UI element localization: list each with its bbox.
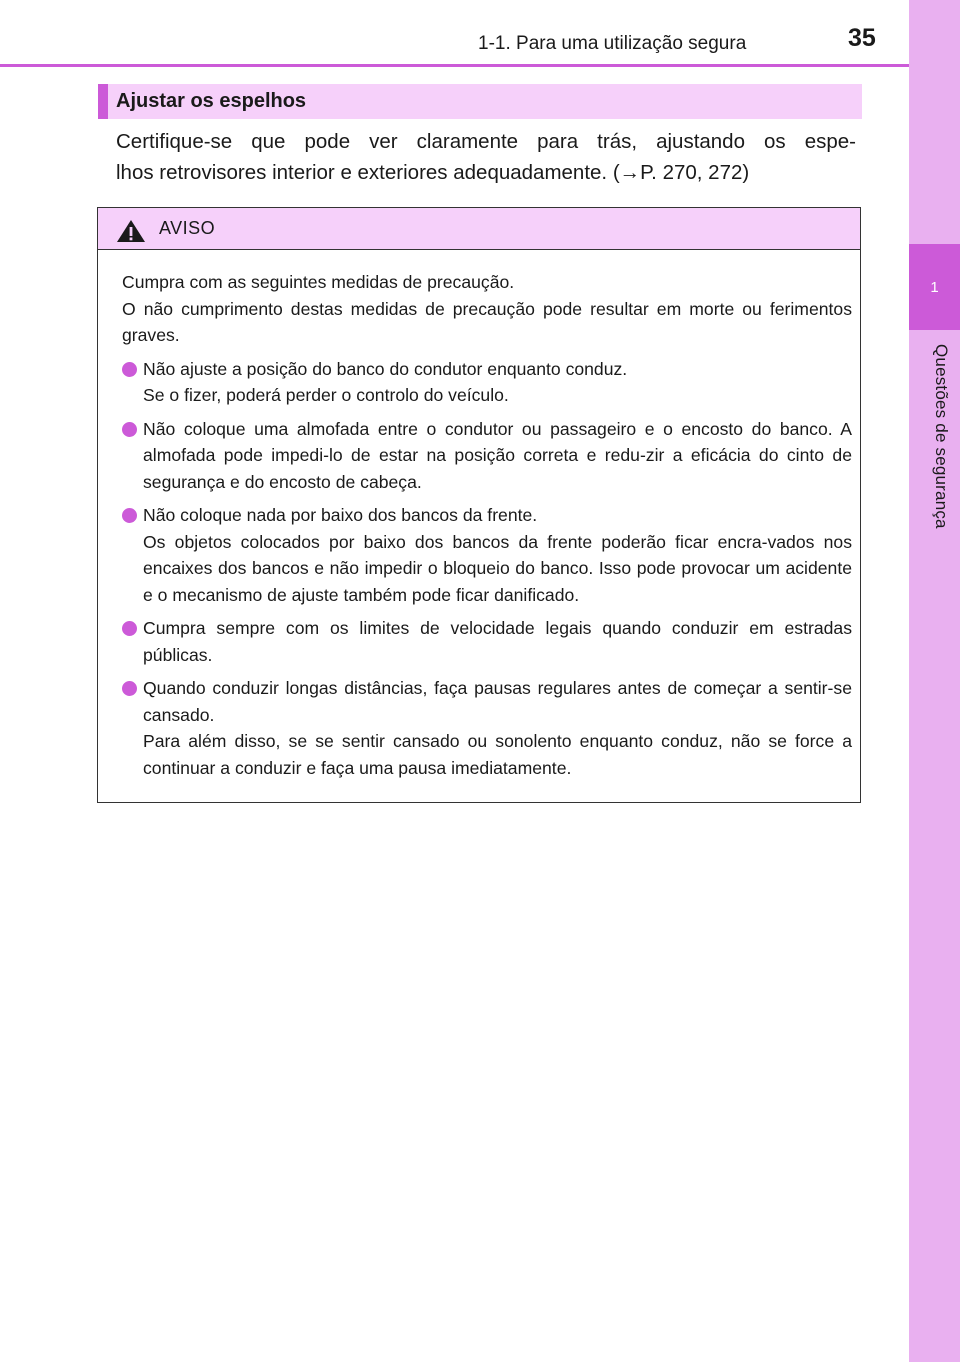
warning-bullet [122,615,852,668]
section-title: Ajustar os espelhos [116,90,307,112]
section-intro-line2-pre: lhos retrovisores interior e exteriores adequadamente. ( [116,161,620,184]
section-title-band [98,84,862,119]
section-title-accent-bar [98,84,108,119]
warning-triangle-icon [116,219,146,248]
header-section-title: 1-1. Para uma utilização segura [478,33,747,54]
chapter-side-tab [909,0,960,1362]
warning-intro-line1: Cumpra com as seguintes medidas de precaução. [122,272,515,292]
bullet-text: Não coloque nada por baixo dos bancos da frente. [143,505,538,525]
warning-title: AVISO [159,218,216,238]
warning-bullet [122,502,852,608]
page-reference-link[interactable]: P. 270, 272) [640,161,750,184]
bullet-dot-icon [122,681,137,696]
bullet-dot-icon [122,362,137,377]
bullet-text: Os objetos colocados por baixo dos bancos da frente poderão ficar encra-vados nos encaixes dos bancos e não impedir o bloqueio do banco. Isso pode provocar um acidente e o mecanismo de ajuste também pode ficar danificado. [143,531,852,605]
bullet-dot-icon [122,621,137,636]
warning-bullet [122,675,852,781]
bullet-text: Quando conduzir longas distâncias, faça pausas regulares antes de começar a sentir-se cansado. [143,678,852,725]
bullet-dot-icon [122,508,137,523]
bullet-text: Para além disso, se se sentir cansado ou sonolento enquanto conduz, não se force a continuar a conduzir e faça uma pausa imediatamente. [143,731,852,778]
warning-bullet [122,416,852,496]
header-divider [0,64,909,67]
warning-intro-line2: O não cumprimento destas medidas de precaução pode resultar em morte ou ferimentos graves. [122,298,852,345]
warning-bullet [122,356,852,409]
warning-body [98,250,860,781]
section-intro-line2 [116,157,856,188]
bullet-text: Se o fizer, poderá perder o controlo do veículo. [143,385,509,405]
warning-box [97,207,861,803]
bullet-dot-icon [122,422,137,437]
bullet-text: Não ajuste a posição do banco do condutor enquanto conduz. [143,358,628,379]
arrow-icon: → [619,161,641,184]
warning-header [98,208,860,250]
section-intro [116,126,856,188]
page-number: 35 [848,24,876,52]
chapter-title: Questões de segurança [932,344,951,529]
bullet-text: Cumpra sempre com os limites de velocidade legais quando conduzir em estradas públicas. [143,618,852,665]
bullet-text: Não coloque uma almofada entre o condutor ou passageiro e o encosto do banco. A almofada pode impedi-lo de estar na posição correta e redu-zir a eficácia do cinto de segurança e do encosto de cabeça. [143,418,852,492]
section-intro-line1: Certifique-se que pode ver claramente para trás, ajustando os espe- [116,130,856,153]
chapter-number-box [909,244,960,330]
chapter-number: 1 [930,278,939,296]
